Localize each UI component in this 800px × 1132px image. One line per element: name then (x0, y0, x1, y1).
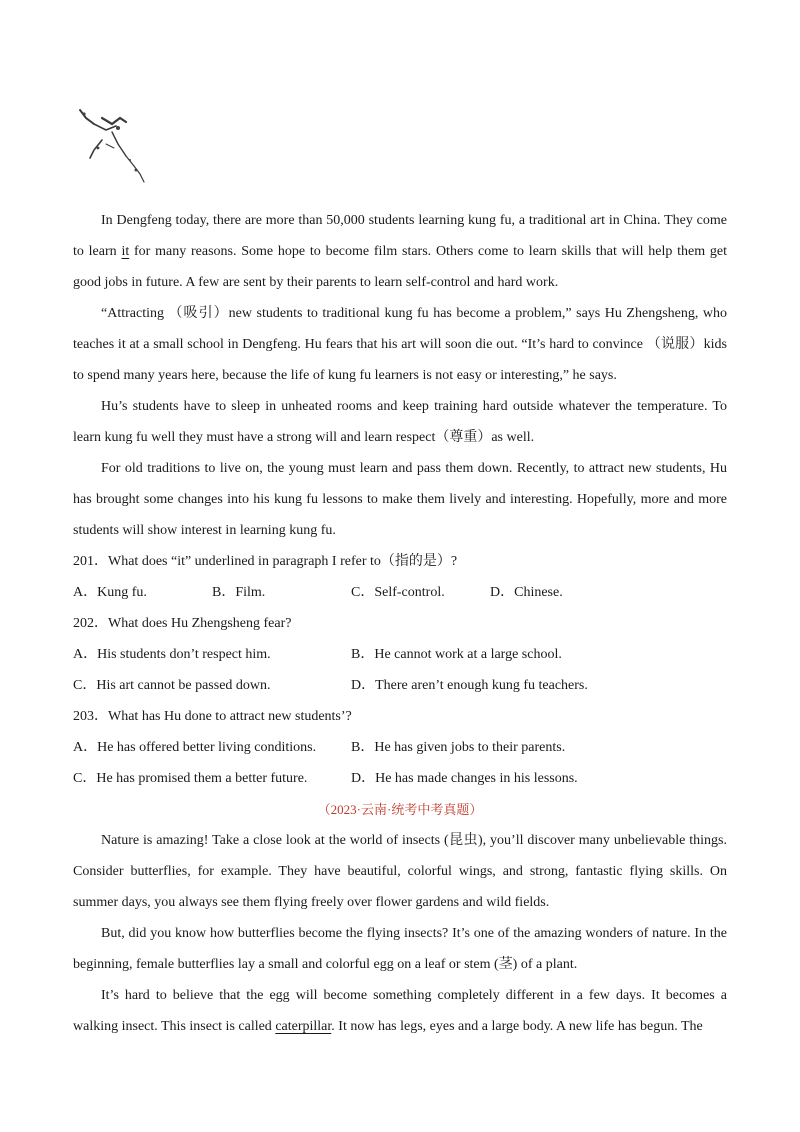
question-201-stem: 201．What does “it” underlined in paragraph I refer to（指的是）? (73, 554, 458, 569)
document-body (73, 205, 727, 1042)
option-b[interactable]: B．Film. (212, 585, 266, 600)
source-label: （2023·云南·统考中考真题） (317, 802, 483, 817)
passage1-paragraph-2: “Attracting （吸引）new students to traditional kung fu has become a problem,” says Hu Zhengsheng, who teaches it at a small school in Dengfeng. Hu fears that his art will soon die out. “It’s hard to convince （说服）kids to spend many years here, because the life of kung fu learners is not easy or interesting,” he says. (73, 306, 727, 383)
option-a[interactable]: A．His students don’t respect him. (73, 647, 271, 662)
passage2-paragraph-1: Nature is amazing! Take a close look at the world of insects (昆虫), you’ll discover many unbelievable things. Consider butterflies, for example. They have beautiful, colorful wings, and strong, fantastic flying skills. On summer days, you always see them flying freely over flower gardens and wild fields. (73, 833, 727, 910)
passage2-paragraph-3: It’s hard to believe that the egg will become something completely different in a few days. It becomes a walking insect. This insect is called caterpillar. It now has legs, eyes and a large body. A new life has begun. The (73, 988, 727, 1034)
passage1-paragraph-3: Hu’s students have to sleep in unheated rooms and keep training hard outside whatever the temperature. To learn kung fu well they must have a strong will and learn respect（尊重）as well. (73, 399, 727, 445)
option-d[interactable]: D．He has made changes in his lessons. (351, 771, 578, 786)
passage1-paragraph-1: In Dengfeng today, there are more than 50,000 students learning kung fu, a traditional art in China. They come to learn it for many reasons. Some hope to become film stars. Others come to learn skills that will help them get good jobs in future. A few are sent by their parents to learn self-control and hard work. (73, 213, 728, 290)
option-c[interactable]: C．His art cannot be passed down. (73, 678, 271, 693)
option-c[interactable]: C．Self-control. (351, 585, 445, 600)
question-202-options-row-2 (73, 670, 727, 701)
underlined-word-caterpillar: caterpillar (275, 1019, 332, 1034)
option-c[interactable]: C．He has promised them a better future. (73, 771, 308, 786)
option-d[interactable]: D．There aren’t enough kung fu teachers. (351, 678, 588, 693)
ink-crane-decoration (72, 104, 152, 188)
option-a[interactable]: A．He has offered better living conditions. (73, 740, 317, 755)
question-203-options-row-2 (73, 763, 727, 794)
underlined-word-it: it (121, 244, 130, 259)
option-a[interactable]: A．Kung fu. (73, 585, 147, 600)
question-203-stem: 203．What has Hu done to attract new students’? (73, 709, 352, 724)
question-202-stem: 202．What does Hu Zhengsheng fear? (73, 616, 292, 631)
passage1-paragraph-4: For old traditions to live on, the young must learn and pass them down. Recently, to attract new students, Hu has brought some changes into his kung fu lessons to make them lively and interesting. Hopefully, more and more students will show interest in learning kung fu. (73, 461, 727, 538)
question-202-options-row-1 (73, 639, 727, 670)
passage2-paragraph-2: But, did you know how butterflies become the flying insects? It’s one of the amazing wonders of nature. In the beginning, female butterflies lay a small and colorful egg on a leaf or stem (茎) of a plant. (73, 926, 727, 972)
option-b[interactable]: B．He cannot work at a large school. (351, 647, 562, 662)
option-d[interactable]: D．Chinese. (490, 585, 563, 600)
question-201-options (73, 577, 727, 608)
option-b[interactable]: B．He has given jobs to their parents. (351, 740, 566, 755)
question-203-options-row-1 (73, 732, 727, 763)
